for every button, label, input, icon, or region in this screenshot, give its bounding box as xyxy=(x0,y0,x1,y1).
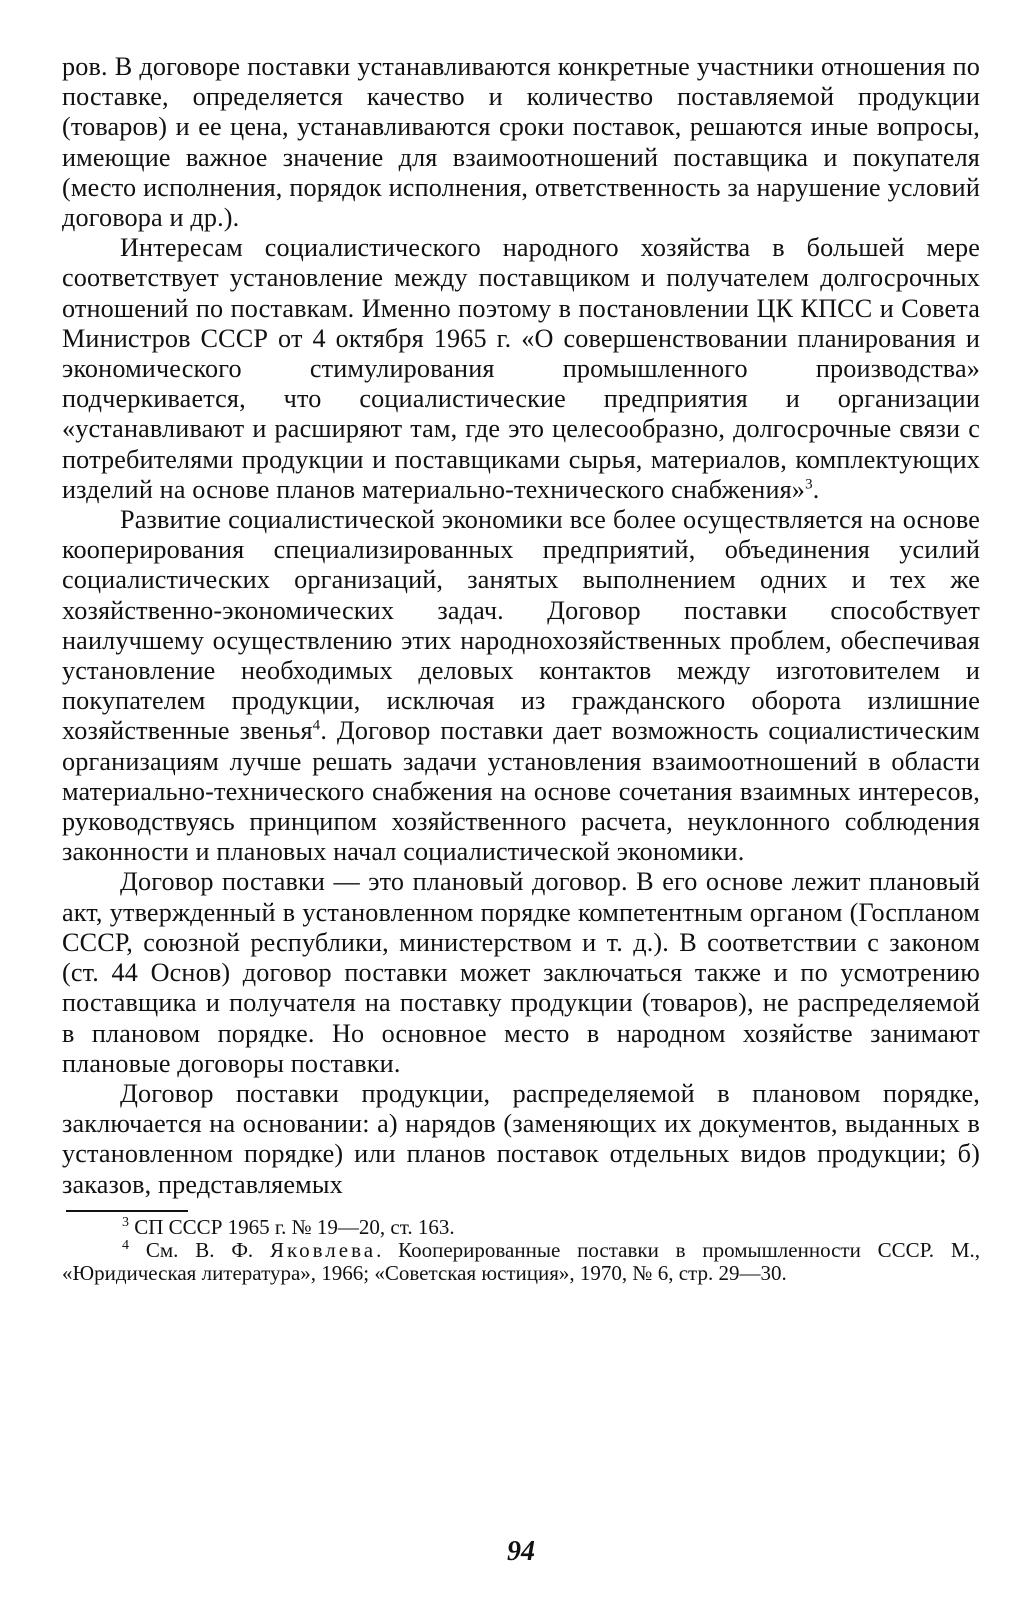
paragraph-4: Договор поставки — это плановый договор. В его основе лежит плановый акт, утвержденный в установленном порядке компетентным органом (Госпланом СССР, союзной республики, министерством и т. д.). В соответствии с законом (ст. 44 Основ) договор поставки может заключаться также и по усмотрению поставщика и получателя на поставку продукции (товаров), не распределяемой в плановом порядке. Но основное место в народном хозяйстве занимают плановые договоры поставки. xyxy=(62,867,980,1078)
footnote-ref-4: 4 xyxy=(312,717,321,734)
footnote-divider xyxy=(66,1210,188,1212)
footnote-3-number: 3 xyxy=(122,1214,129,1230)
footnote-4-author: Яковлева xyxy=(270,1237,377,1262)
footnote-4-number: 4 xyxy=(122,1237,129,1253)
page-number: 94 xyxy=(507,1536,535,1567)
paragraph-2-end: . xyxy=(812,474,820,504)
paragraph-3 xyxy=(62,505,980,867)
paragraph-2-text: Интересам социалистического народного хозяйства в большей мере соответствует установление между поставщиком и получателем долгосрочных отношений по поставкам. Именно поэтому в постановлении ЦК КПСС и Совета Министров СССР от 4 октября 1965 г. «О совершенствовании планирования и экономического стимулирования промышленного производства» подчеркивается, что социалистические предприятия и организации «устанавливают и расширяют там, где это целесообразно, долгосрочные связи с потребителями продукции и поставщиками сырья, материалов, комплектующих изделий на основе планов материально-технического снабжения» xyxy=(62,233,980,504)
paragraph-3-text-a: Развитие социалистической экономики все более осуществляется на основе кооперирования специализированных предприятий, объединения усилий социалистических организаций, занятых выполнением одних и тех же хозяйственно-экономических задач. Договор поставки способствует наилучшему осуществлению этих народнохозяйственных проблем, обеспечивая установление необходимых деловых контактов между изготовителем и покупателем продукции, исключая из гражданского оборота излишние хозяйственные звенья xyxy=(62,505,980,746)
paragraph-5: Договор поставки продукции, распределяемой в плановом порядке, заключается на основании: а) нарядов (заменяющих их документов, выданных в установленном порядке) или планов поставок отдельных видов продукции; б) заказов, представляемых xyxy=(62,1078,980,1199)
paragraph-1: ров. В договоре поставки устанавливаются конкретные участники отношения по поставке, определяется качество и количество поставляемой продукции (товаров) и ее цена, устанавливаются сроки поставок, решаются иные вопросы, имеющие важное значение для взаимоотношений поставщика и покупателя (место исполнения, порядок исполнения, ответственность за нарушение условий договора и др.). xyxy=(62,52,980,233)
footnote-4-text: . Кооперированные поставки в промышленности СССР. М., «Юридическая литература», 1966; «Советская юстиция», 1970, № 6, стр. 29—30. xyxy=(62,1237,981,1285)
footnote-ref-3: 3 xyxy=(805,476,813,493)
footnote-4 xyxy=(62,1239,980,1285)
footnote-3 xyxy=(62,1216,980,1239)
paragraph-3-text-b: . Договор поставки дает возможность социалистическим организациям лучше решать задачи установления взаимоотношений в области материально-технического снабжения на основе сочетания взаимных интересов, руководствуясь принципом хозяйственного расчета, неуклонного соблюдения законности и плановых начал социалистической экономики. xyxy=(62,716,980,867)
footnote-3-text: СП СССР 1965 г. № 19—20, ст. 163. xyxy=(134,1214,455,1239)
page-body xyxy=(62,52,981,1567)
paragraph-2 xyxy=(62,233,980,505)
footnote-4-prefix: См. В. Ф. xyxy=(145,1237,254,1262)
